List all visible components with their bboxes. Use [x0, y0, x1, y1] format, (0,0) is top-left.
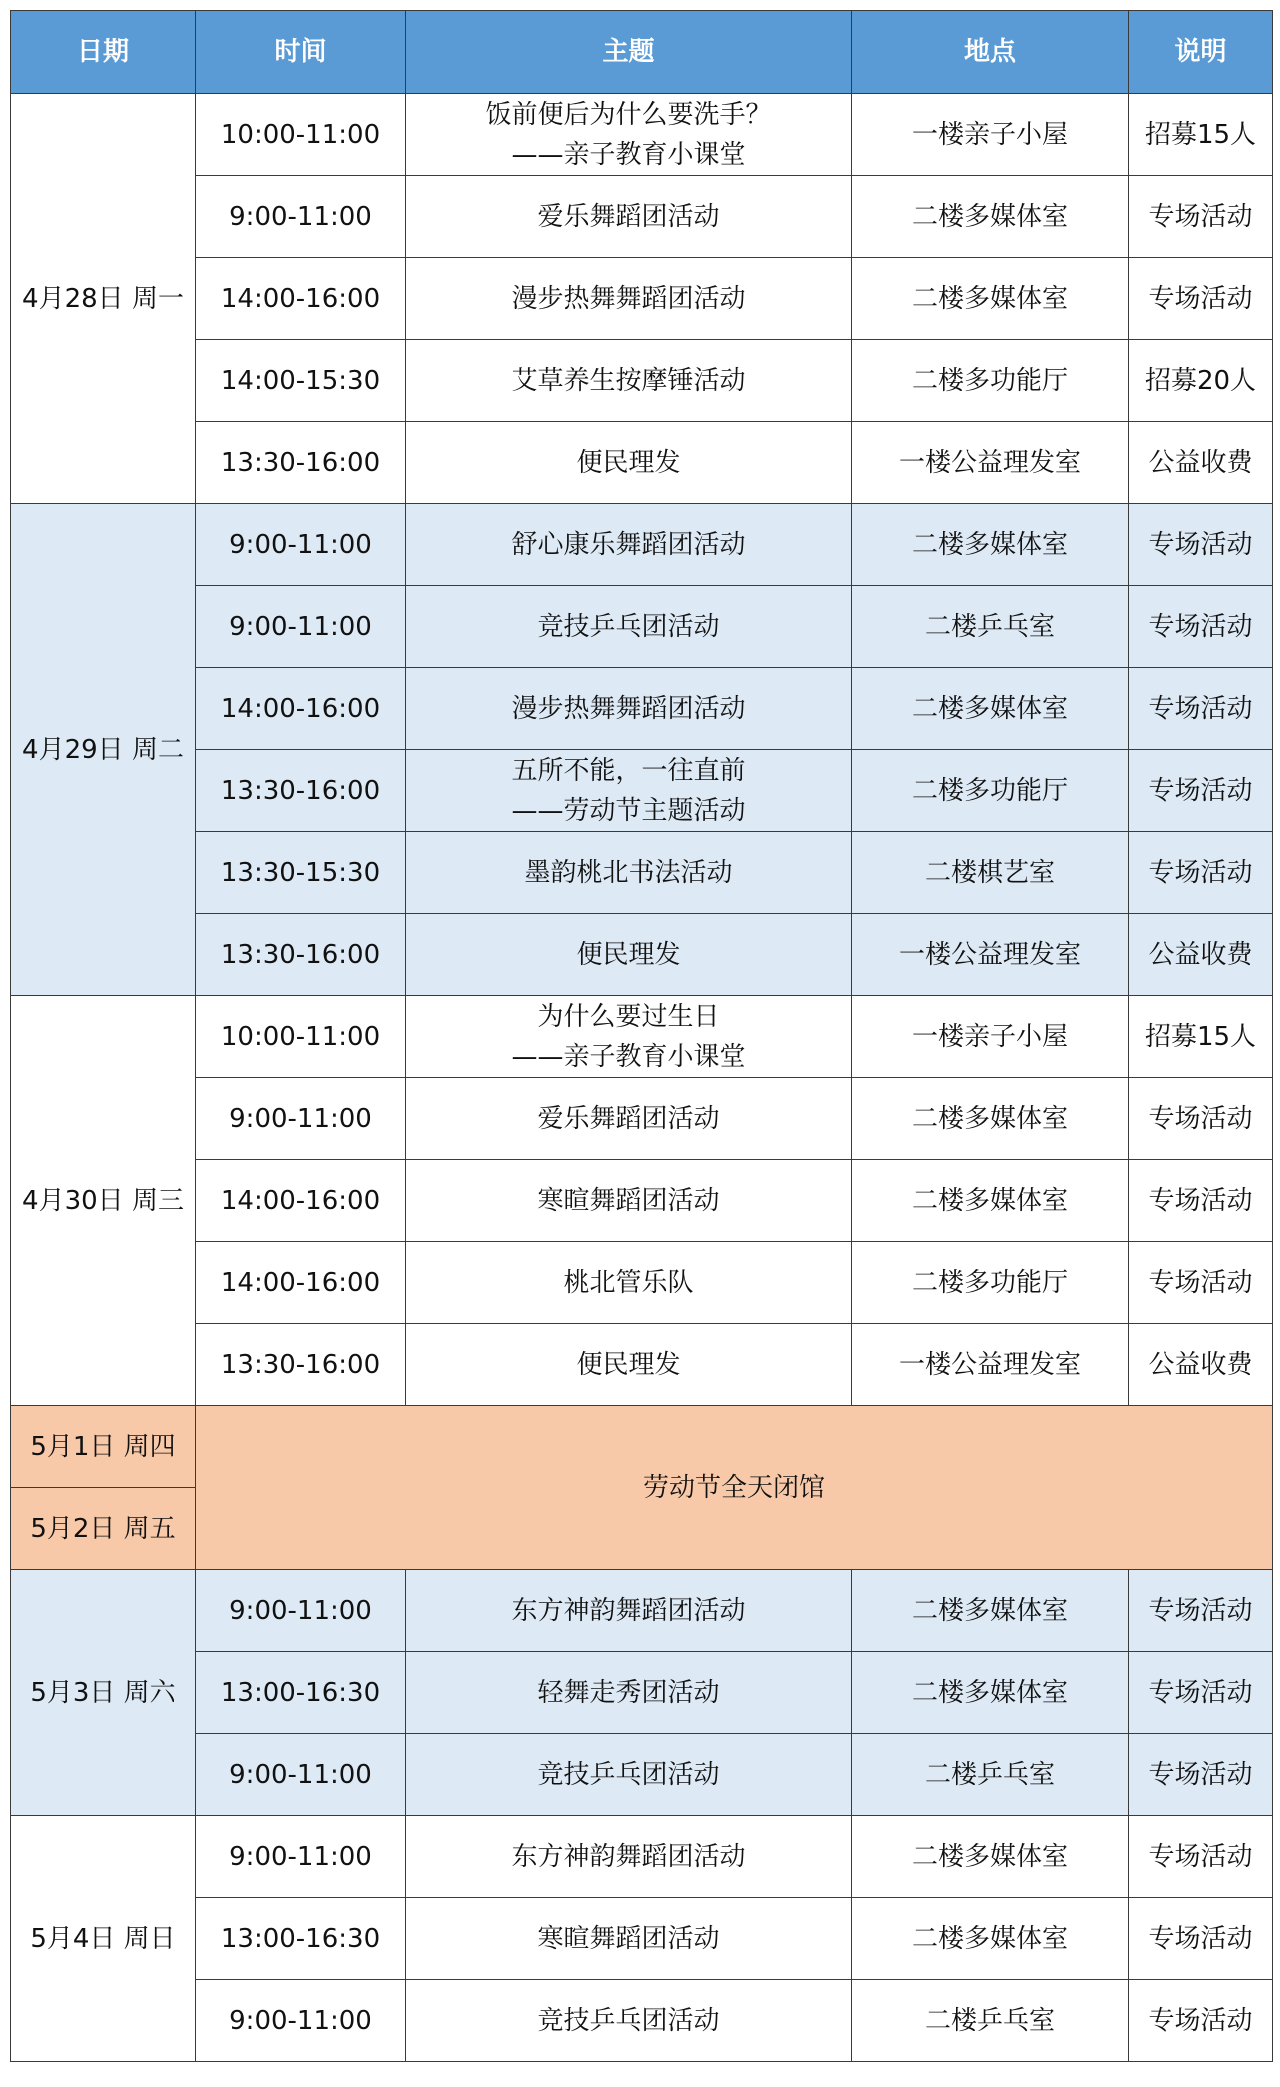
time-cell: 10:00-11:00 — [196, 996, 406, 1078]
topic-cell: 寒暄舞蹈团活动 — [406, 1160, 852, 1242]
topic-cell: 便民理发 — [406, 422, 852, 504]
time-cell: 14:00-15:30 — [196, 340, 406, 422]
note-cell: 公益收费 — [1129, 914, 1273, 996]
table-row — [11, 1734, 1273, 1816]
note-cell: 专场活动 — [1129, 1980, 1273, 2062]
topic-cell: 墨韵桃北书法活动 — [406, 832, 852, 914]
note-cell: 专场活动 — [1129, 1242, 1273, 1324]
table-row — [11, 1242, 1273, 1324]
time-cell: 9:00-11:00 — [196, 1078, 406, 1160]
date-cell: 5月4日 周日 — [11, 1816, 196, 2062]
location-cell: 二楼多媒体室 — [852, 1160, 1129, 1242]
location-cell: 二楼乒乓室 — [852, 586, 1129, 668]
table-row — [11, 422, 1273, 504]
time-cell: 13:30-16:00 — [196, 914, 406, 996]
time-cell: 14:00-16:00 — [196, 1160, 406, 1242]
location-cell: 二楼多功能厅 — [852, 1242, 1129, 1324]
table-row — [11, 258, 1273, 340]
header-topic: 主题 — [406, 11, 852, 94]
time-cell: 13:30-16:00 — [196, 750, 406, 832]
time-cell: 13:30-16:00 — [196, 422, 406, 504]
header-date: 日期 — [11, 11, 196, 94]
header-time: 时间 — [196, 11, 406, 94]
location-cell: 二楼多媒体室 — [852, 1898, 1129, 1980]
time-cell: 9:00-11:00 — [196, 1816, 406, 1898]
time-cell: 9:00-11:00 — [196, 1980, 406, 2062]
date-cell: 4月29日 周二 — [11, 504, 196, 996]
table-row — [11, 832, 1273, 914]
location-cell: 一楼公益理发室 — [852, 914, 1129, 996]
topic-cell: 竞技乒乓团活动 — [406, 586, 852, 668]
topic-cell: 便民理发 — [406, 1324, 852, 1406]
date-cell: 5月3日 周六 — [11, 1570, 196, 1816]
time-cell: 9:00-11:00 — [196, 586, 406, 668]
table-row — [11, 750, 1273, 832]
table-row — [11, 176, 1273, 258]
time-cell: 13:00-16:30 — [196, 1898, 406, 1980]
topic-line-2: ——亲子教育小课堂 — [511, 139, 746, 170]
note-cell: 专场活动 — [1129, 586, 1273, 668]
topic-cell: 东方神韵舞蹈团活动 — [406, 1816, 852, 1898]
header-note: 说明 — [1129, 11, 1273, 94]
note-cell: 专场活动 — [1129, 258, 1273, 340]
note-cell: 专场活动 — [1129, 504, 1273, 586]
time-cell: 9:00-11:00 — [196, 1734, 406, 1816]
note-cell: 专场活动 — [1129, 176, 1273, 258]
table-row — [11, 1570, 1273, 1652]
topic-line-1: 为什么要过生日 — [537, 1001, 720, 1032]
table-row — [11, 1324, 1273, 1406]
time-cell: 13:30-15:30 — [196, 832, 406, 914]
topic-cell: 东方神韵舞蹈团活动 — [406, 1570, 852, 1652]
topic-line-2: ——亲子教育小课堂 — [511, 1041, 746, 1072]
table-row — [11, 1980, 1273, 2062]
note-cell: 公益收费 — [1129, 422, 1273, 504]
time-cell: 13:00-16:30 — [196, 1652, 406, 1734]
note-cell: 专场活动 — [1129, 668, 1273, 750]
location-cell: 二楼多媒体室 — [852, 668, 1129, 750]
table-row — [11, 94, 1273, 176]
table-row — [11, 1652, 1273, 1734]
location-cell: 二楼多功能厅 — [852, 340, 1129, 422]
note-cell: 专场活动 — [1129, 1652, 1273, 1734]
note-cell: 专场活动 — [1129, 1570, 1273, 1652]
note-cell: 专场活动 — [1129, 1734, 1273, 1816]
location-cell: 二楼多媒体室 — [852, 1816, 1129, 1898]
topic-cell: 轻舞走秀团活动 — [406, 1652, 852, 1734]
note-cell: 招募20人 — [1129, 340, 1273, 422]
header-location: 地点 — [852, 11, 1129, 94]
table-row — [11, 996, 1273, 1078]
header-row — [11, 11, 1273, 94]
table-row — [11, 1160, 1273, 1242]
location-cell: 一楼亲子小屋 — [852, 94, 1129, 176]
table-row — [11, 586, 1273, 668]
schedule-body — [11, 94, 1273, 2062]
topic-cell: 舒心康乐舞蹈团活动 — [406, 504, 852, 586]
topic-cell — [406, 94, 852, 176]
topic-cell: 爱乐舞蹈团活动 — [406, 1078, 852, 1160]
table-row — [11, 668, 1273, 750]
time-cell: 13:30-16:00 — [196, 1324, 406, 1406]
schedule-table — [10, 10, 1273, 2062]
time-cell: 10:00-11:00 — [196, 94, 406, 176]
topic-cell: 竞技乒乓团活动 — [406, 1734, 852, 1816]
topic-cell: 爱乐舞蹈团活动 — [406, 176, 852, 258]
time-cell: 9:00-11:00 — [196, 176, 406, 258]
topic-cell: 寒暄舞蹈团活动 — [406, 1898, 852, 1980]
location-cell: 二楼多媒体室 — [852, 1570, 1129, 1652]
topic-cell: 竞技乒乓团活动 — [406, 1980, 852, 2062]
topic-line-1: 五所不能，一往直前 — [511, 755, 746, 786]
note-cell: 专场活动 — [1129, 1078, 1273, 1160]
topic-cell: 便民理发 — [406, 914, 852, 996]
location-cell: 二楼多媒体室 — [852, 176, 1129, 258]
note-cell: 公益收费 — [1129, 1324, 1273, 1406]
time-cell: 14:00-16:00 — [196, 1242, 406, 1324]
topic-line-2: ——劳动节主题活动 — [511, 795, 746, 826]
note-cell: 专场活动 — [1129, 1898, 1273, 1980]
topic-cell — [406, 996, 852, 1078]
location-cell: 二楼乒乓室 — [852, 1980, 1129, 2062]
topic-cell — [406, 750, 852, 832]
topic-cell: 漫步热舞舞蹈团活动 — [406, 258, 852, 340]
date-cell: 4月30日 周三 — [11, 996, 196, 1406]
date-cell: 5月1日 周四 — [11, 1406, 196, 1488]
table-row — [11, 340, 1273, 422]
time-cell: 14:00-16:00 — [196, 258, 406, 340]
location-cell: 一楼亲子小屋 — [852, 996, 1129, 1078]
location-cell: 二楼多媒体室 — [852, 258, 1129, 340]
topic-cell: 桃北管乐队 — [406, 1242, 852, 1324]
time-cell: 9:00-11:00 — [196, 504, 406, 586]
note-cell: 招募15人 — [1129, 94, 1273, 176]
location-cell: 二楼多媒体室 — [852, 1078, 1129, 1160]
location-cell: 二楼棋艺室 — [852, 832, 1129, 914]
table-row — [11, 504, 1273, 586]
topic-cell: 艾草养生按摩锤活动 — [406, 340, 852, 422]
location-cell: 二楼多媒体室 — [852, 1652, 1129, 1734]
date-cell: 4月28日 周一 — [11, 94, 196, 504]
table-row — [11, 1816, 1273, 1898]
closed-row — [11, 1406, 1273, 1488]
time-cell: 14:00-16:00 — [196, 668, 406, 750]
note-cell: 专场活动 — [1129, 1816, 1273, 1898]
table-row — [11, 1078, 1273, 1160]
location-cell: 二楼多功能厅 — [852, 750, 1129, 832]
note-cell: 专场活动 — [1129, 1160, 1273, 1242]
date-cell: 5月2日 周五 — [11, 1488, 196, 1570]
topic-cell: 漫步热舞舞蹈团活动 — [406, 668, 852, 750]
topic-line-1: 饭前便后为什么要洗手？ — [485, 99, 772, 130]
table-row — [11, 1898, 1273, 1980]
note-cell: 专场活动 — [1129, 832, 1273, 914]
location-cell: 一楼公益理发室 — [852, 422, 1129, 504]
table-row — [11, 914, 1273, 996]
location-cell: 二楼乒乓室 — [852, 1734, 1129, 1816]
time-cell: 9:00-11:00 — [196, 1570, 406, 1652]
location-cell: 一楼公益理发室 — [852, 1324, 1129, 1406]
closed-notice: 劳动节全天闭馆 — [196, 1406, 1273, 1570]
location-cell: 二楼多媒体室 — [852, 504, 1129, 586]
note-cell: 专场活动 — [1129, 750, 1273, 832]
note-cell: 招募15人 — [1129, 996, 1273, 1078]
